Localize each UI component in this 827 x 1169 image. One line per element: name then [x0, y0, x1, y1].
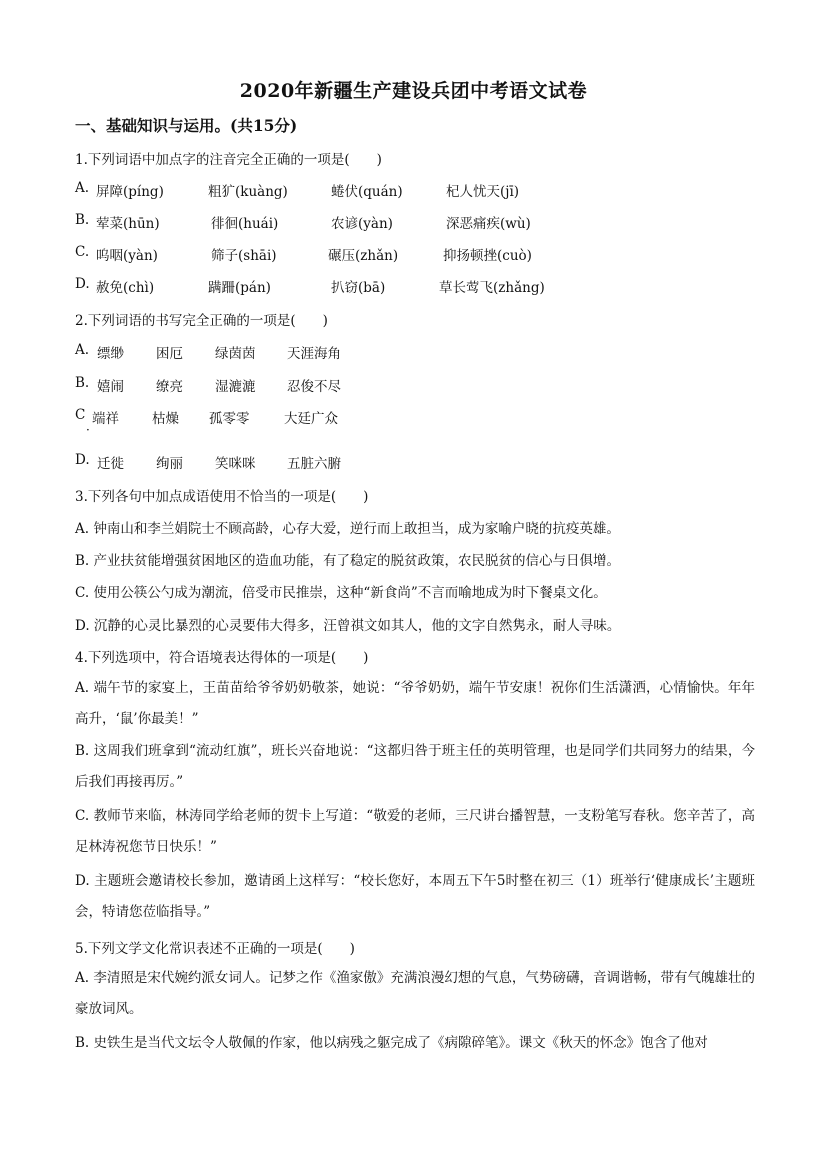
option-item: 五脏六腑: [287, 456, 341, 472]
option-item: 深恶痛疾(wù): [446, 216, 531, 232]
option-item: 枯燥: [152, 411, 179, 427]
q2-option-row-c: [75, 407, 695, 427]
option-item: 缭亮: [156, 379, 183, 395]
option-label: B.: [75, 212, 90, 228]
option-item: 绿茵茵: [215, 346, 256, 362]
option-label: B.: [75, 375, 90, 391]
question-1-stem: 1.下列词语中加点字的注音完全正确的一项是( ): [75, 152, 382, 168]
option-item: 孤零零: [209, 411, 250, 427]
q4-option-d: D. 主题班会邀请校长参加，邀请函上这样写：“校长您好，本周五下午5时整在初三（1）班举行‘健康成长’主题班会，特请您莅临指导。”: [75, 873, 755, 920]
option-item: 缥缈: [97, 346, 124, 362]
q2-option-row-d: [75, 452, 695, 472]
option-item: 赦免(chì): [96, 280, 155, 296]
question-2-stem: 2.下列词语的书写完全正确的一项是( ): [75, 313, 328, 329]
option-item: 端祥: [92, 411, 119, 427]
option-label: D.: [75, 452, 90, 468]
option-item: 扒窃(bā): [331, 280, 386, 296]
option-item: 笑咪咪: [215, 456, 256, 472]
option-item: 呜咽(yàn): [96, 248, 158, 264]
q2-option-row-b: [75, 375, 695, 395]
option-item: 屏障(píng): [96, 184, 164, 200]
option-item: 蹒跚(pán): [208, 280, 271, 296]
option-item: 湿漉漉: [215, 379, 256, 395]
option-item: 迁徙: [97, 456, 124, 472]
q1-option-row-d: [75, 276, 695, 296]
q1-option-row-b: [75, 212, 695, 232]
q1-option-row-a: [75, 180, 695, 200]
option-item: 嬉闹: [97, 379, 124, 395]
question-4-stem: 4.下列选项中，符合语境表达得体的一项是( ): [75, 650, 369, 666]
option-item: 徘徊(huái): [211, 216, 279, 232]
q1-option-row-c: [75, 244, 695, 264]
emphasis-dot: ·: [86, 423, 90, 437]
q3-option-d: D. 沉静的心灵比暴烈的心灵要伟大得多，汪曾祺文如其人，他的文字自然隽永，耐人寻味。: [75, 618, 621, 634]
option-item: 抑扬顿挫(cuò): [443, 248, 532, 264]
q3-option-a: A. 钟南山和李兰娟院士不顾高龄，心存大爱，逆行而上敢担当，成为家喻户晓的抗疫英雄。: [75, 521, 620, 537]
option-label: A.: [75, 180, 90, 196]
q5-option-a: A. 李清照是宋代婉约派女词人。记梦之作《渔家傲》充满浪漫幻想的气息，气势磅礴，音调谐畅，带有气魄雄壮的豪放词风。: [75, 970, 755, 1017]
option-item: 绚丽: [156, 456, 183, 472]
q4-option-c: C. 教师节来临，林涛同学给老师的贺卡上写道：“敬爱的老师，三尺讲台播智慧，一支粉笔写春秋。您辛苦了，高足林涛祝您节日快乐！”: [75, 808, 755, 855]
option-item: 杞人忧天(jī): [446, 184, 520, 200]
option-label: C.: [75, 244, 90, 260]
option-item: 粗犷(kuàng): [208, 184, 288, 200]
option-item: 蜷伏(quán): [331, 184, 403, 200]
option-item: 荤菜(hūn): [96, 216, 160, 232]
question-3-stem: 3.下列各句中加点成语使用不恰当的一项是( ): [75, 489, 369, 505]
option-item: 草长莺飞(zhǎng): [439, 280, 545, 296]
option-label: A.: [75, 342, 90, 358]
q4-option-a: A. 端午节的家宴上，王苗苗给爷爷奶奶敬茶，她说：“爷爷奶奶，端午节安康！祝你们生活潇洒，心情愉快。年年高升，‘鼠’你最美！”: [75, 680, 755, 727]
option-label: D.: [75, 276, 90, 292]
q3-option-b: B. 产业扶贫能增强贫困地区的造血功能，有了稳定的脱贫政策，农民脱贫的信心与日俱增。: [75, 553, 621, 569]
option-item: 困厄: [156, 346, 183, 362]
q2-option-row-a: [75, 342, 695, 362]
option-item: 忍俊不尽: [287, 379, 341, 395]
question-5-stem: 5.下列文学文化常识表述不正确的一项是( ): [75, 941, 355, 957]
section-heading: 一、基础知识与运用。(共15分): [75, 116, 298, 135]
option-item: 筛子(shāi): [211, 248, 277, 264]
q5-option-b: B. 史铁生是当代文坛令人敬佩的作家，他以病残之躯完成了《病隙碎笔》。课文《秋天的怀念》饱含了他对: [75, 1035, 708, 1051]
q4-option-b: B. 这周我们班拿到“流动红旗”，班长兴奋地说：“这都归咎于班主任的英明管理，也是同学们共同努力的结果，今后我们再接再厉。”: [75, 743, 755, 790]
q3-option-c: C. 使用公筷公勺成为潮流，倍受市民推崇，这种“新食尚”不言而喻地成为时下餐桌文化。: [75, 585, 607, 601]
option-item: 大廷广众: [284, 411, 338, 427]
option-item: 天涯海角: [287, 346, 341, 362]
page-title: 2020年新疆生产建设兵团中考语文试卷: [239, 80, 588, 102]
option-label: C: [75, 407, 86, 423]
option-item: 碾压(zhǎn): [328, 248, 399, 264]
option-item: 农谚(yàn): [331, 216, 393, 232]
